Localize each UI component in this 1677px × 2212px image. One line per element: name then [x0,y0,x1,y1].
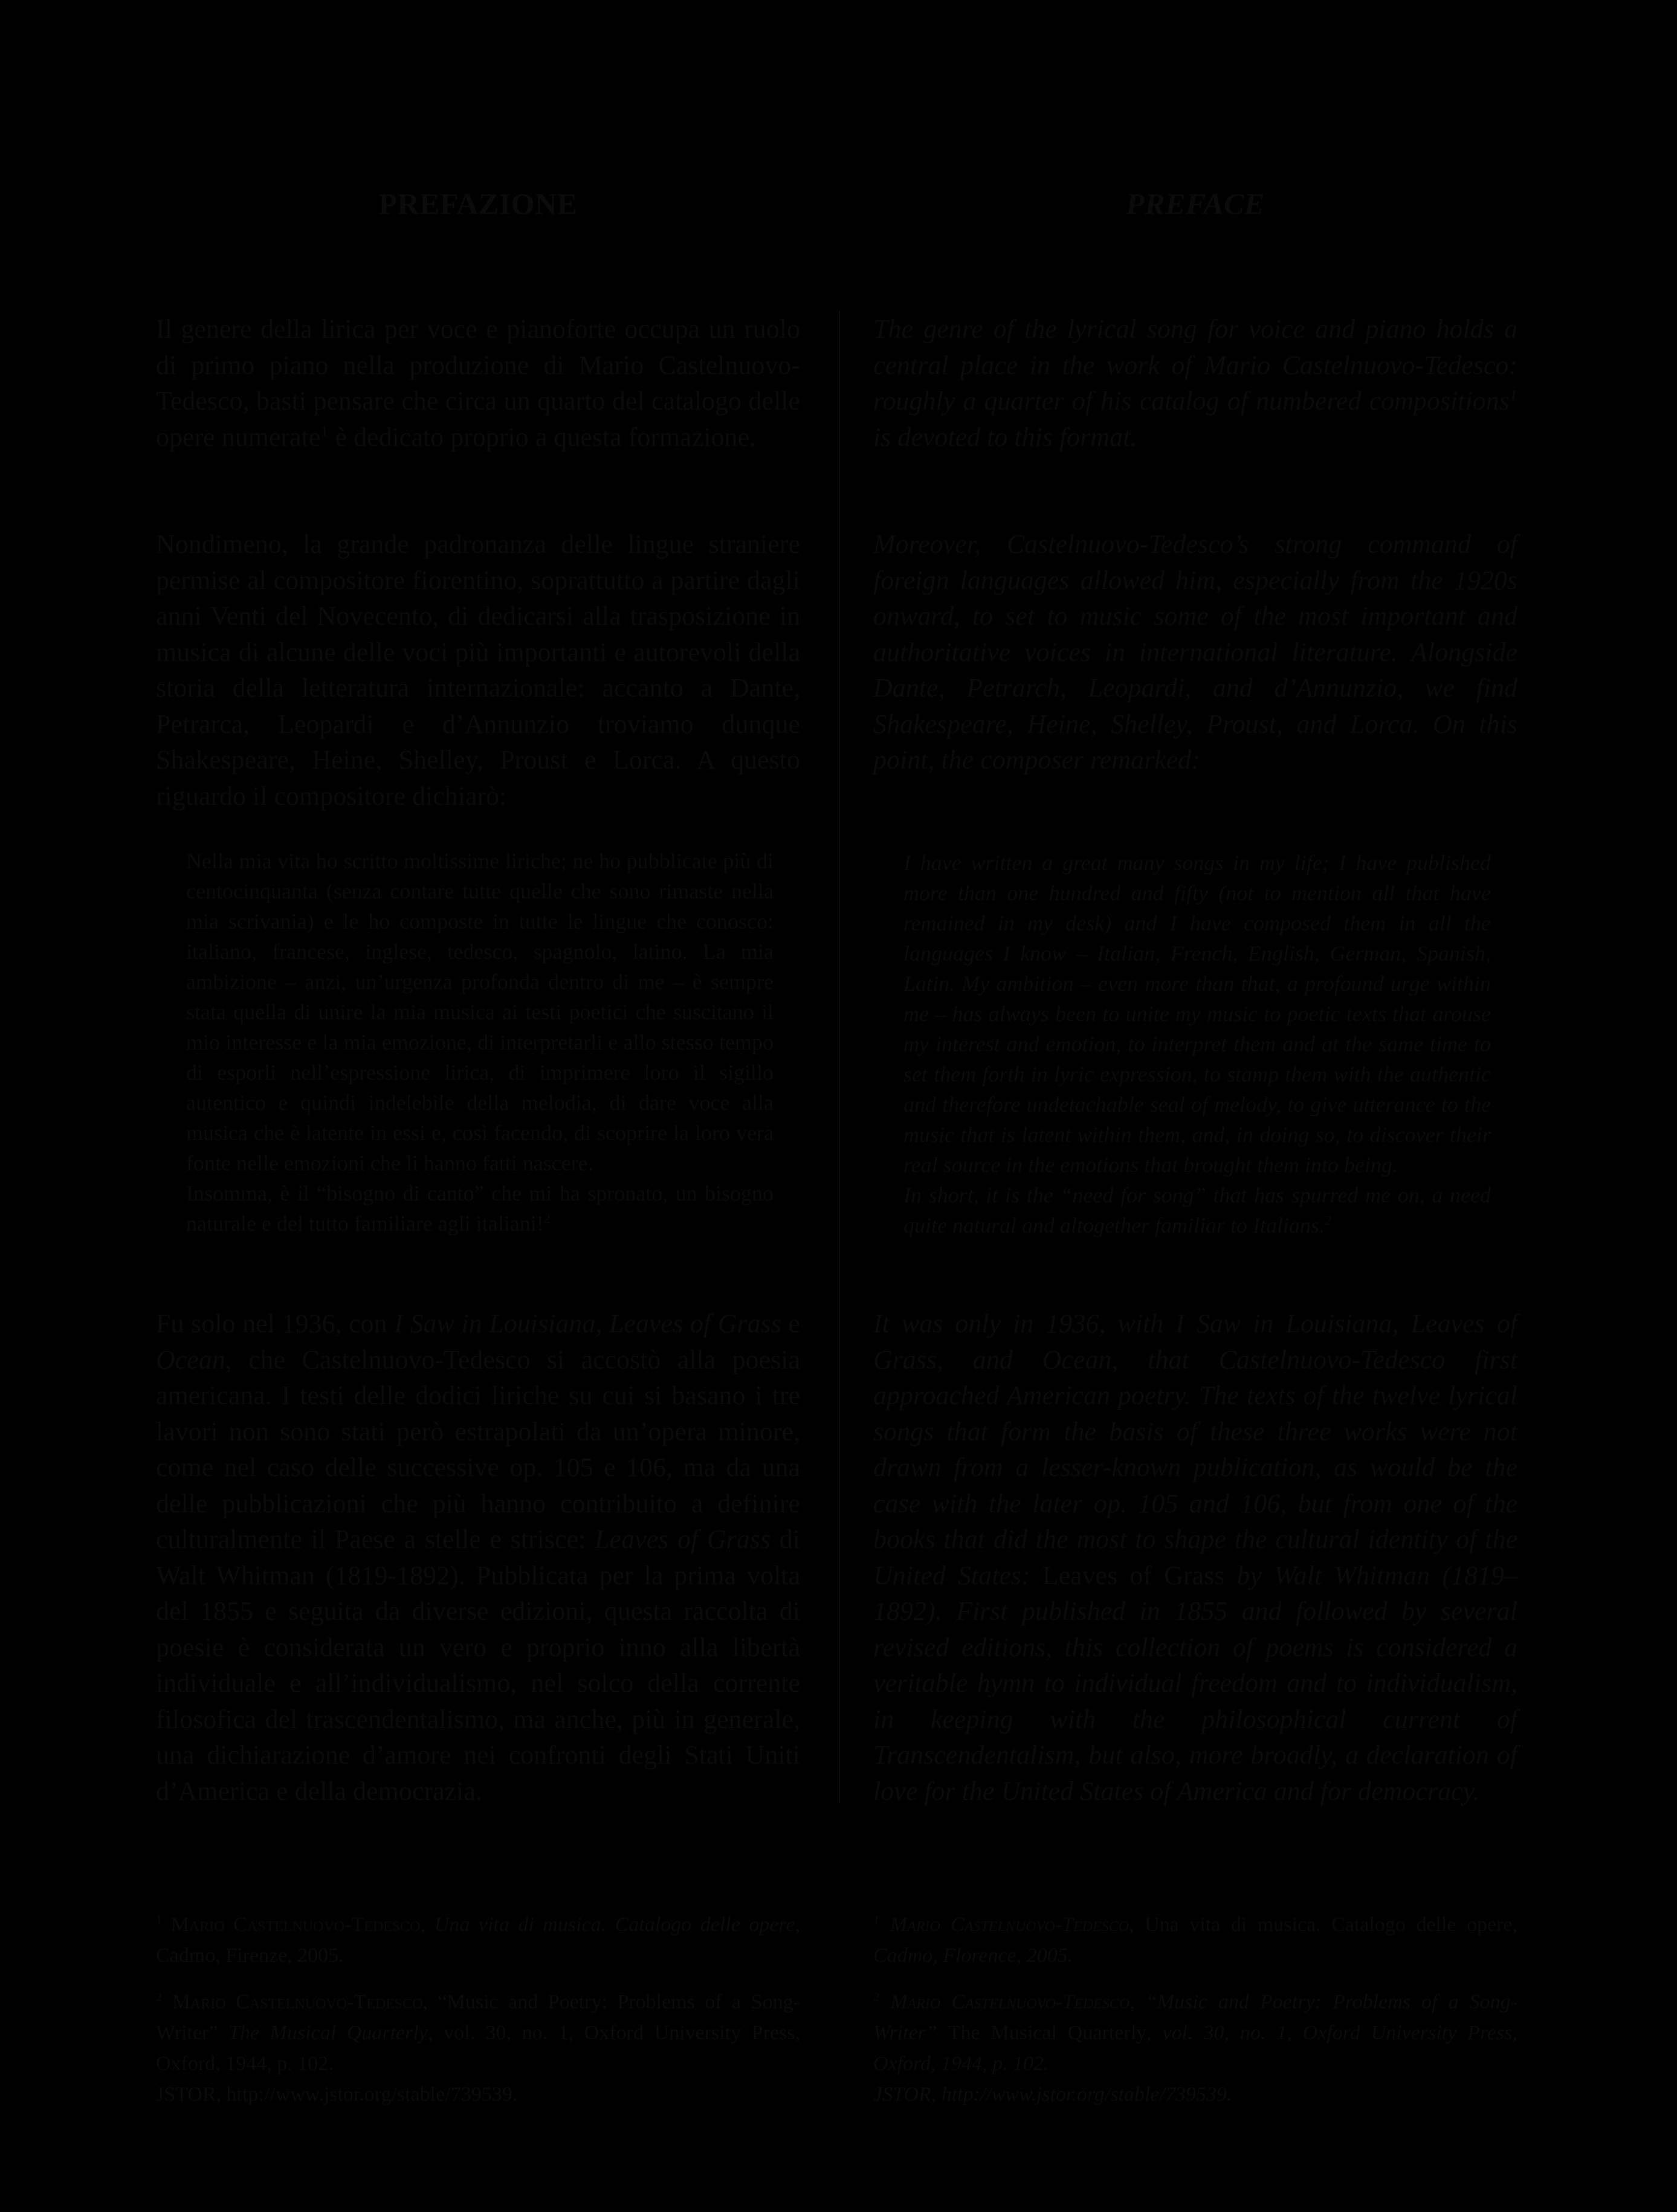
paragraph-3-italian [156,1306,800,1809]
footnote-article: “Music and Poetry: Problems of a Song-Writer” [873,1991,1517,2044]
p2-text: Moreover, Castelnuovo-Tedesco’s strong command of foreign languages allowed him, especially from the 1920s onward, to set to music some of the most important and authoritative voices in international literature. Alongside Dante, Petrarch, Leopardi, and d’Annunzio, we find Shakespeare, Heine, Shelley, Proust, and Lorca. On this point, the composer remarked: [873,529,1517,775]
footnote-ref-1: 1 [320,421,329,440]
column-divider [839,311,840,1803]
p3-text-c: e [781,1309,800,1338]
footnote-title: Una vita di musica. Catalogo delle opere [1145,1914,1513,1936]
p3-text-b: by Walt Whitman (1819–1892). First published in 1855 and followed by several revised editions, this collection of poems is considered a veritable hymn to individual freedom and to individualism, in keeping with the philosophical current of Transcendentalism, but also, more broadly, a declaration of love for the United States of America and for democracy. [873,1560,1517,1806]
p3-text-a: It was only in 1936, with I Saw in Louisiana, Leaves of Grass, and Ocean, that Castelnuovo-Tedesco first approached American poetry. The texts of the twelve lyrical songs that form the basis of these three works were not drawn from a lesser-known publication, as would be the case with the later op. 105 and 106, but from one of the books that did the most to shape the cultural identity of the United States: [873,1309,1517,1590]
footnote-2-english [873,1987,1517,2110]
p3-text-b: , [595,1309,610,1338]
p2-text: Nondimeno, la grande padronanza delle lingue straniere permise al compositore fiorentino, soprattutto a partire dagli anni Venti del Novecento, di dedicarsi alla trasposizione in musica di alcune delle voci più importanti e autorevoli della storia della letteratura internazionale: accanto a Dante, Petrarca, Leopardi e d’Annunzio troviamo dunque Shakespeare, Heine, Shelley, Proust e Lorca. A questo riguardo il compositore dichiarò: [156,529,800,811]
paragraph-2-italian [156,526,800,814]
footnote-publisher: , Cadmo, Florence, 2005. [873,1914,1517,1967]
footnote-1-italian [156,1909,800,1971]
title-leaves-of-grass: Leaves of Grass [609,1309,781,1338]
footnote-publisher: , vol. 30, no. 1, Oxford University Press, Oxford, 1944, p. 102. [156,2022,800,2075]
footnote-author: Mario Castelnuovo-Tedesco, [162,1914,435,1936]
footnote-2-italian [156,1987,800,2110]
footnote-number: 2 [873,1990,880,2004]
blockquote-english [903,848,1491,1240]
page-title-italian: PREFAZIONE [378,187,578,221]
p3-text-d: , che Castelnuovo-Tedesco si accostò alla poesia americana. I testi delle dodici liriche su cui si basano i tre lavori non sono stati però estrapolati da un’opera minore, come nel caso delle successive op. 105 e 106, ma da una delle pubblicazioni che più hanno contribuito a definire culturalmente il Paese a stelle e strisce: [156,1344,800,1554]
p1-text-a: Il genere della lirica per voce e pianoforte occupa un ruolo di primo piano nella produzione di Mario Castelnuovo-Tedesco, basti pensare che circa un quarto del catalogo delle opere numerate [156,314,800,452]
p1-text-a: The genre of the lyrical song for voice and piano holds a central place in the work of Mario Castelnuovo-Tedesco: roughly a quarter of his catalog of numbered compositions [873,314,1517,416]
quote-text-a: I have written a great many songs in my life; I have published more than one hundred and fifty (not to mention all that have remained in my desk) and I have composed them in all the languages I know – Italian, French, English, German, Spanish, Latin. My ambition – even more than that, a profound urge within me – has always been to unite my music to poetic texts that arouse my interest and emotion, to interpret them and at the same time to set them forth in lyric expression, to stamp them with the authentic and therefore undetachable seal of melody, to give utterance to the music that is latent within them, and, in doing so, to discover their real source in the emotions that brought them into being. [903,851,1491,1177]
footnote-journal: The Musical Quarterly [948,2022,1147,2044]
footnote-article: “Music and Poetry: Problems of a Song-Writer” [156,1991,800,2044]
jstor-link[interactable]: JSTOR, http://www.jstor.org/stable/739539. [873,2083,1232,2106]
jstor-link[interactable]: JSTOR, http://www.jstor.org/stable/739539. [156,2083,518,2106]
footnote-author: Mario Castelnuovo-Tedesco, [879,1914,1145,1936]
quote-text-a: Nella mia vita ho scritto moltissime liriche; ne ho pubblicate più di centocinquanta (senza contare tutte quelle che sono rimaste nella mia scrivania) e le ho composte in tutte le lingue che conosco: italiano, francese, inglese, tedesco, spagnolo, latino. La mia ambizione – anzi, un’urgenza profonda dentro di me – è sempre stata quella di unire la mia musica ai testi poetici che suscitano il mio interesse e la mia emozione, di interpretarli e allo stesso tempo di esporli nell’espressione lirica, di imprimere loro il sigillo autentico e quindi indelebile della melodia, di dare voce alla musica che è latente in essi e, così facendo, di scoprire la loro vera fonte nelle emozioni che li hanno fatti nascere. [186,849,774,1175]
paragraph-1-english [873,311,1517,455]
footnote-1-english [873,1909,1517,1971]
footnote-number: 1 [156,1913,163,1927]
title-i-saw-in-louisiana: I Saw in Louisiana [394,1309,596,1338]
quote-text-b: Insomma, è il “bisogno di canto” che mi ha spronato, un bisogno naturale e del tutto familiare agli italiani! [186,1181,774,1236]
footnote-publisher: , Cadmo, Firenze, 2005. [156,1914,800,1967]
footnote-ref-2: 2 [543,1211,551,1226]
p3-text-a: Fu solo nel 1936, con [156,1309,395,1338]
p3-text-e: di Walt Whitman (1819-1892). Pubblicata per la prima volta del 1855 e seguita da diverse edizioni, questa raccolta di poesie è considerata un vero e proprio inno alla libertà individuale e all’individualismo, nel solco della corrente filosofica del trascendentalismo, ma anche, più in generale, una dichiarazione d’amore nei confronti degli Stati Uniti d’America e della democrazia. [156,1524,800,1806]
title-leaves-of-grass: Leaves of Grass [1042,1560,1225,1590]
footnote-title: Una vita di musica. Catalogo delle opere [434,1914,795,1936]
footnote-number: 1 [873,1913,880,1927]
page-title-english: PREFACE [1126,187,1265,221]
paragraph-2-english [873,526,1517,778]
paragraph-3-english [873,1306,1517,1809]
blockquote-italian [186,846,774,1239]
footnote-ref-1: 1 [1509,385,1517,404]
footnote-author: Mario Castelnuovo-Tedesco, [879,1991,1146,2013]
paragraph-1-italian [156,311,800,455]
footnote-number: 2 [156,1990,163,2004]
title-leaves-of-grass-2: Leaves of Grass [595,1524,771,1554]
footnote-ref-2: 2 [1325,1213,1331,1228]
footnote-author: Mario Castelnuovo-Tedesco, [162,1991,438,2013]
p1-text-b: is devoted to this format. [873,422,1137,452]
footnote-journal: The Musical Quarterly [228,2022,428,2044]
p1-text-b: è dedicato proprio a questa formazione. [328,422,756,452]
title-ocean: Ocean [156,1344,225,1375]
footnote-publisher: , vol. 30, no. 1, Oxford University Press, Oxford, 1944, p. 102. [873,2022,1517,2075]
quote-text-b: In short, it is the “need for song” that has spurred me on, a need quite natural and altogether familiar to Italians. [903,1183,1491,1237]
